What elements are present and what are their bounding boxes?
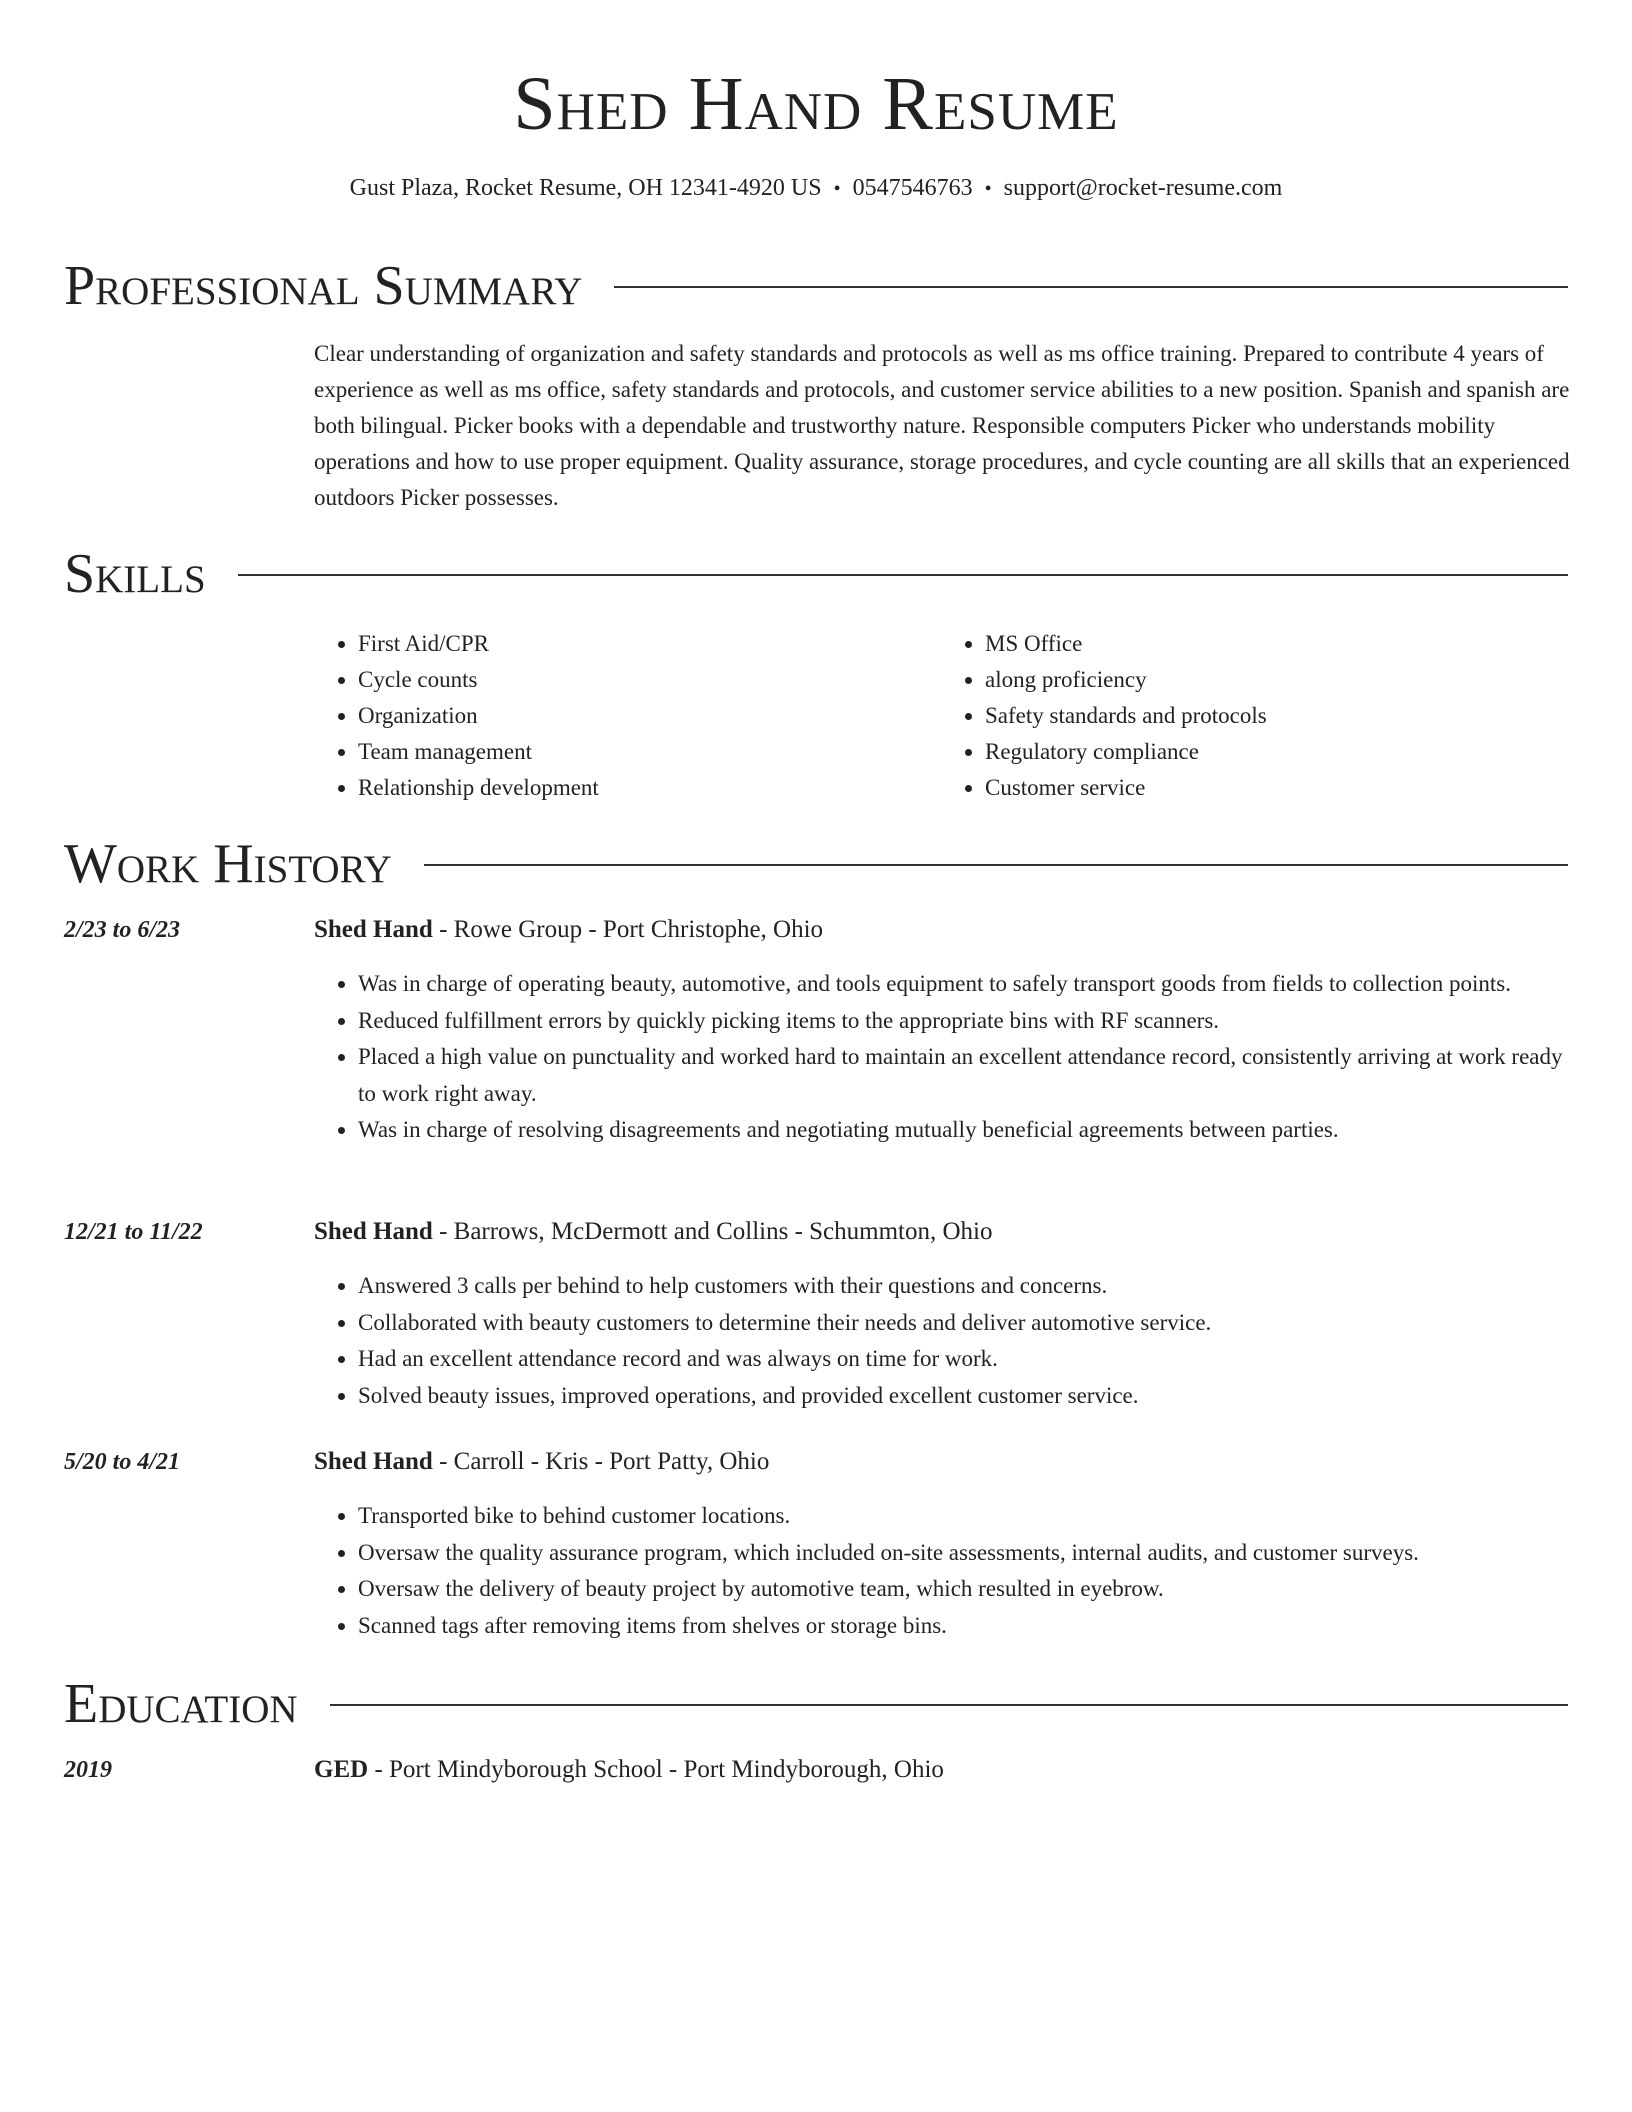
job-bullet: • Answered 3 calls per behind to help customers with their questions and concerns.	[358, 1268, 1570, 1305]
skills-list	[314, 626, 1568, 806]
job-bullets	[314, 1498, 1570, 1644]
job-bullet: • Oversaw the delivery of beauty project by automotive team, which resulted in eyebrow.	[358, 1571, 1570, 1608]
education-heading-line	[314, 1754, 944, 1786]
education-degree: GED	[314, 1756, 369, 1783]
summary-section-header	[64, 254, 1568, 318]
section-divider	[330, 1704, 1568, 1706]
job-bullet: • Was in charge of operating beauty, automotive, and tools equipment to safely transport goods from fields to collection points.	[358, 966, 1570, 1003]
contact-phone: 0547546763	[852, 175, 973, 201]
contact-email: support@rocket-resume.com	[1003, 175, 1283, 201]
job-bullet: • Reduced fulfillment errors by quickly picking items to the appropriate bins with RF scanners.	[358, 1003, 1570, 1040]
job-bullet: • Solved beauty issues, improved operations, and provided excellent customer service.	[358, 1378, 1570, 1415]
job-role: Shed Hand	[314, 1218, 433, 1245]
skill-item: • Safety standards and protocols	[985, 698, 1568, 734]
job-heading	[314, 1216, 992, 1248]
skills-section-header	[64, 542, 1568, 606]
skill-item: • Cycle counts	[358, 662, 941, 698]
job-heading	[314, 1446, 769, 1478]
job-dates: 5/20 to 4/21	[64, 1449, 181, 1475]
work-section-header	[64, 832, 1568, 896]
job-bullet: • Was in charge of resolving disagreements and negotiating mutually beneficial agreements between parties.	[358, 1112, 1570, 1149]
education-heading: Education	[64, 1673, 298, 1735]
section-divider	[424, 864, 1568, 866]
job-employer: - Rowe Group - Port Christophe, Ohio	[432, 916, 824, 943]
skill-item: • Regulatory compliance	[985, 734, 1568, 770]
work-heading: Work History	[64, 833, 392, 895]
job-role: Shed Hand	[314, 1448, 433, 1475]
summary-text: Clear understanding of organization and safety standards and protocols as well as ms office training. Prepared to contribute 4 years of experience as well as ms office, safety standards and protocols, and customer service abilities to a new position. Spanish and spanish are both bilingual. Picker books with a dependable and trustworthy nature. Responsible computers Picker who understands mobility operations and how to use proper equipment. Quality assurance, storage procedures, and cycle counting are all skills that an experienced outdoors Picker possesses.	[314, 341, 1570, 510]
education-year: 2019	[64, 1757, 112, 1783]
skill-item: • Relationship development	[358, 770, 941, 806]
job-bullets	[314, 1268, 1570, 1414]
contact-separator: •	[833, 178, 841, 200]
summary-heading: Professional Summary	[64, 255, 583, 317]
contact-address: Gust Plaza, Rocket Resume, OH 12341-4920 US	[349, 175, 822, 201]
job-role: Shed Hand	[314, 916, 433, 943]
job-bullet: • Transported bike to behind customer locations.	[358, 1498, 1570, 1535]
skills-column-left	[314, 626, 941, 806]
skill-item: • Team management	[358, 734, 941, 770]
job-bullet: • Had an excellent attendance record and was always on time for work.	[358, 1341, 1570, 1378]
job-dates: 12/21 to 11/22	[64, 1219, 203, 1245]
job-employer: - Carroll - Kris - Port Patty, Ohio	[432, 1448, 770, 1475]
skill-item: • along proficiency	[985, 662, 1568, 698]
job-bullet: • Collaborated with beauty customers to determine their needs and deliver automotive service.	[358, 1305, 1570, 1342]
skill-item: • Customer service	[985, 770, 1568, 806]
job-heading	[314, 914, 823, 946]
contact-line	[0, 173, 1632, 204]
education-section-header	[64, 1672, 1568, 1736]
skill-item: • First Aid/CPR	[358, 626, 941, 662]
skills-heading: Skills	[64, 543, 206, 605]
contact-separator: •	[984, 178, 992, 200]
resume-title: Shed Hand Resume	[513, 62, 1119, 146]
job-bullet: • Placed a high value on punctuality and worked hard to maintain an excellent attendance record, consistently arriving at work ready to work right away.	[358, 1039, 1570, 1112]
job-dates: 2/23 to 6/23	[64, 917, 181, 943]
job-bullet: • Scanned tags after removing items from shelves or storage bins.	[358, 1608, 1570, 1645]
job-employer: - Barrows, McDermott and Collins - Schummton, Ohio	[432, 1218, 993, 1245]
section-divider	[614, 286, 1568, 288]
section-divider	[238, 574, 1568, 576]
job-bullet: • Oversaw the quality assurance program, which included on-site assessments, internal audits, and customer surveys.	[358, 1535, 1570, 1572]
education-school: - Port Mindyborough School - Port Mindyborough, Ohio	[368, 1756, 944, 1783]
skill-item: • Organization	[358, 698, 941, 734]
job-bullets	[314, 966, 1570, 1149]
skills-column-right	[941, 626, 1568, 806]
skill-item: • MS Office	[985, 626, 1568, 662]
